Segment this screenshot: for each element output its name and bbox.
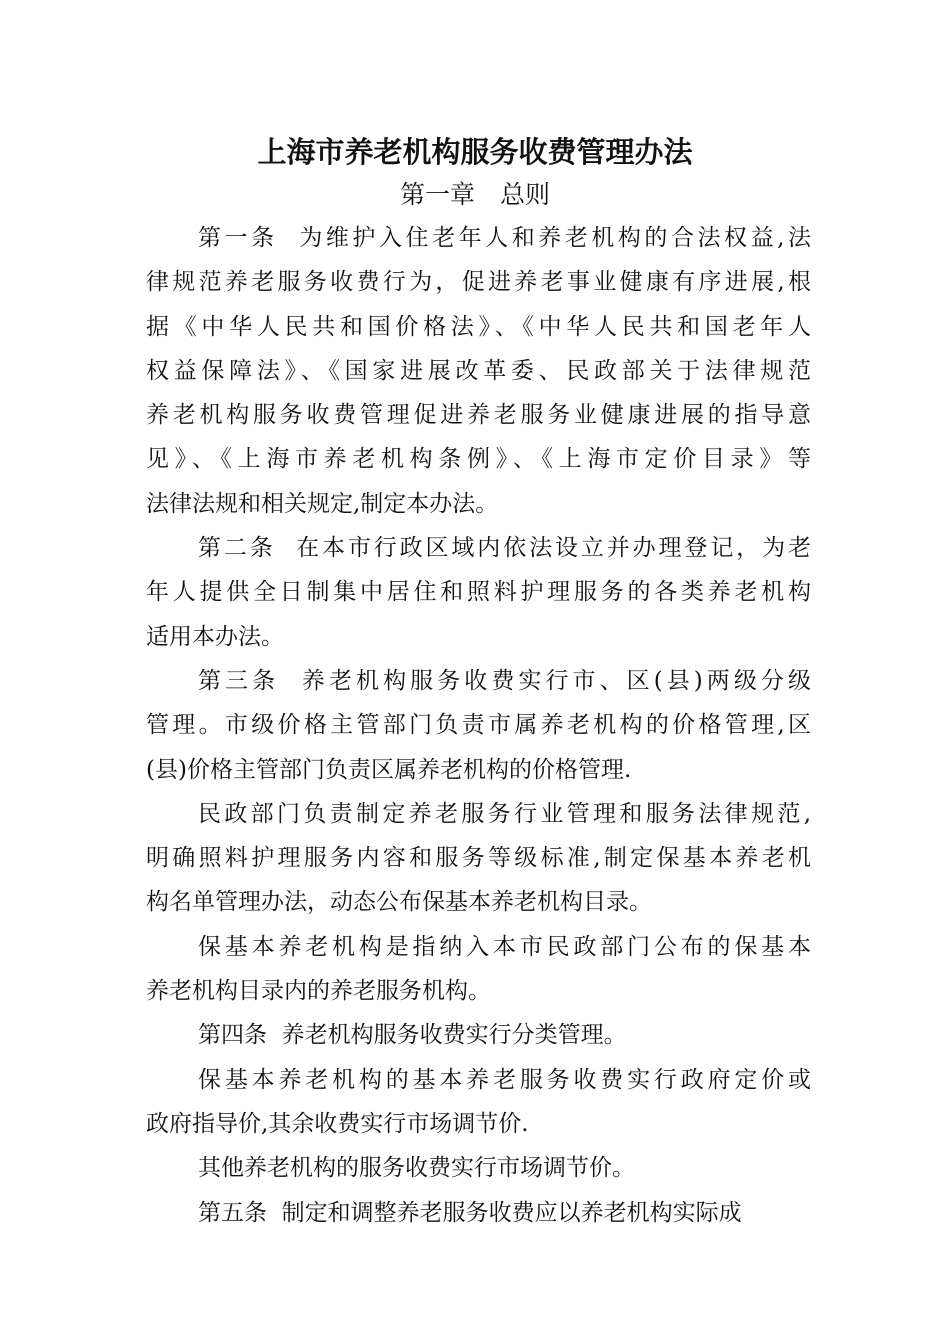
paragraph-line: 其他养老机构的服务收费实行市场调节价。 — [198, 1155, 635, 1182]
paragraph-line: 养老机构服务收费管理促进养老服务业健康进展的指导意 — [146, 402, 811, 429]
paragraph-line: 民政部门负责制定养老服务行业管理和服务法律规范, — [198, 800, 811, 827]
paragraph-line: 政府指导价,其余收费实行市场调节价. — [146, 1110, 529, 1137]
paragraph-line: 管理。市级价格主管部门负责市属养老机构的价格管理,区 — [146, 712, 811, 739]
paragraph-line: 适用本办法。 — [146, 623, 284, 650]
paragraph-line: 年人提供全日制集中居住和照料护理服务的各类养老机构 — [146, 579, 811, 606]
paragraph-line: 权益保障法》、《国家进展改革委、民政部关于法律规范 — [146, 357, 811, 384]
paragraph-line: 第三条 养老机构服务收费实行市、区(县)两级分级 — [198, 667, 811, 694]
paragraph-line: 保基本养老机构是指纳入本市民政部门公布的保基本 — [198, 933, 811, 960]
paragraph-line: 构名单管理办法，动态公布保基本养老机构目录。 — [146, 889, 652, 916]
paragraph-line: 保基本养老机构的基本养老服务收费实行政府定价或 — [198, 1066, 811, 1093]
paragraph — [146, 925, 811, 1014]
paragraph — [146, 1191, 811, 1235]
paragraph-line: 养老机构目录内的养老服务机构。 — [146, 978, 491, 1005]
document-title: 上海市养老机构服务收费管理办法 — [257, 135, 693, 169]
paragraph — [146, 216, 811, 526]
paragraph — [146, 1013, 811, 1057]
paragraph-line: 律规范养老服务收费行为，促进养老事业健康有序进展,根 — [146, 269, 811, 296]
paragraph-line: 第五条 制定和调整养老服务收费应以养老机构实际成 — [198, 1199, 742, 1226]
paragraph-line: (县)价格主管部门负责区属养老机构的价格管理. — [146, 756, 632, 783]
paragraph — [146, 792, 811, 925]
paragraph-line: 法律法规和相关规定,制定本办法。 — [146, 490, 499, 517]
paragraph-line: 第一条 为维护入住老年人和养老机构的合法权益,法 — [198, 225, 811, 251]
paragraph-line: 见》、《上海市养老机构条例》、《上海市定价目录》等 — [146, 446, 811, 473]
paragraph-line: 第二条 在本市行政区域内依法设立并办理登记，为老 — [198, 535, 811, 562]
paragraph-line: 第四条 养老机构服务收费实行分类管理。 — [198, 1022, 627, 1049]
paragraph-line: 据《中华人民共和国价格法》、《中华人民共和国老年人 — [146, 313, 811, 340]
paragraph — [146, 1146, 811, 1190]
paragraph — [146, 659, 811, 792]
chapter-heading: 第一章 总则 — [399, 180, 550, 209]
document-body — [146, 216, 811, 1235]
paragraph-line: 明确照料护理服务内容和服务等级标准,制定保基本养老机 — [146, 845, 811, 872]
paragraph — [146, 526, 811, 659]
paragraph — [146, 1058, 811, 1147]
